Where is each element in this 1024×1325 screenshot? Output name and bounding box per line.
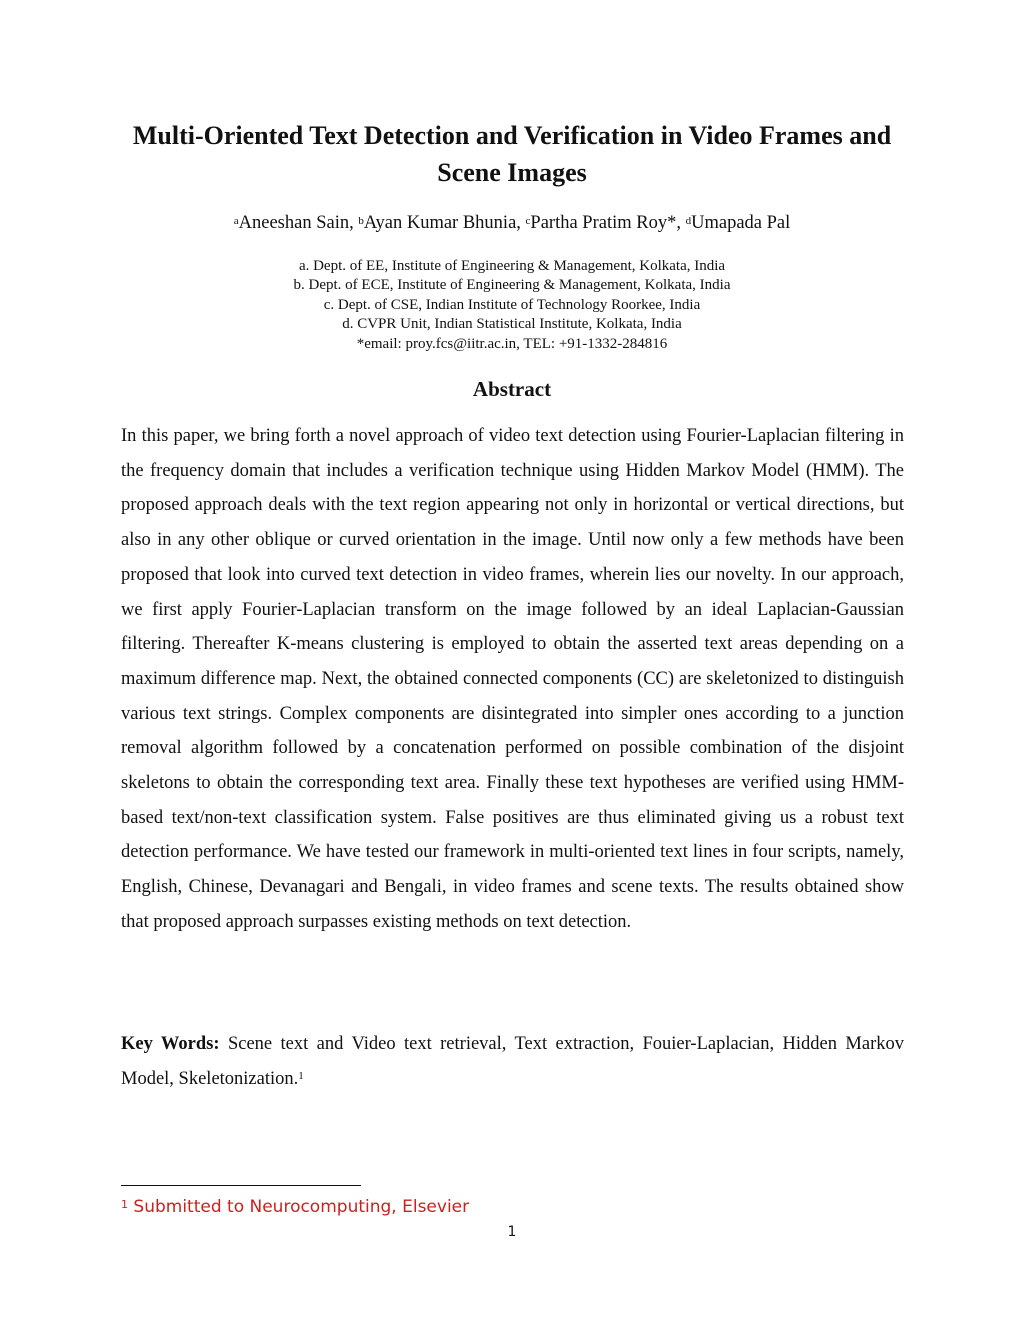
author-name: Umapada Pal (691, 213, 791, 233)
footnote-divider (121, 1185, 361, 1186)
keywords-label: Key Words: (121, 1034, 220, 1054)
affiliation-line: d. CVPR Unit, Indian Statistical Institute, Kolkata, India (342, 316, 682, 333)
author-marker: d (685, 215, 692, 227)
footnote-text: Submitted to Neurocomputing, Elsevier (128, 1197, 470, 1217)
affiliation-list (0, 257, 1024, 354)
author-marker: a (233, 215, 239, 227)
author-marker: b (358, 215, 364, 227)
author-list (0, 210, 1024, 236)
footnote (121, 1193, 721, 1221)
author-marker: c (525, 215, 531, 227)
author-name: Partha Pratim Roy*, (530, 213, 686, 233)
abstract-body: In this paper, we bring forth a novel approach of video text detection using Fourier-Laplacian filtering in the frequency domain that includes a verification technique using Hidden Markov Model (HMM). The proposed approach deals with the text region appearing not only in horizontal or vertical directions, but also in any other oblique or curved orientation in the image. Until now only a few methods have been proposed that look into curved text detection in video frames, wherein lies our novelty. In our approach, we first apply Fourier-Laplacian transform on the image followed by an ideal Laplacian-Gaussian filtering. Thereafter K-means clustering is employed to obtain the asserted text areas depending on a maximum difference map. Next, the obtained connected components (CC) are skeletonized to distinguish various text strings. Complex components are disintegrated into simpler ones according to a junction removal algorithm followed by a concatenation performed on possible combination of the disjoint skeletons to obtain the corresponding text area. Finally these text hypotheses are verified using HMM-based text/non-text classification system. False positives are thus eliminated giving us a robust text detection performance. We have tested our framework in multi-oriented text lines in four scripts, namely, English, Chinese, Devanagari and Bengali, in video frames and scene texts. The results obtained show that proposed approach surpasses existing methods on text detection. (121, 426, 904, 932)
contact-line: *email: proy.fcs@iitr.ac.in, TEL: +91-1332-284816 (356, 335, 668, 352)
keywords-paragraph (121, 1027, 904, 1096)
abstract-heading: Abstract (472, 377, 552, 401)
paper-title: Multi-Oriented Text Detection and Verification in Video Frames and Scene Images (132, 121, 892, 187)
footnote-reference: 1 (298, 1069, 304, 1082)
author-name: Aneeshan Sain, (238, 213, 359, 233)
keywords-text: Scene text and Video text retrieval, Text extraction, Fouier-Laplacian, Hidden Markov Model, Skeletonization. (121, 1034, 905, 1089)
footnote-marker: 1 (121, 1198, 128, 1211)
page-number: 1 (507, 1224, 517, 1240)
author-name: Ayan Kumar Bhunia, (363, 213, 526, 233)
affiliation-line: c. Dept. of CSE, Indian Institute of Technology Roorkee, India (323, 296, 701, 313)
affiliation-line: b. Dept. of ECE, Institute of Engineering & Management, Kolkata, India (293, 277, 731, 294)
affiliation-line: a. Dept. of EE, Institute of Engineering & Management, Kolkata, India (298, 258, 726, 274)
